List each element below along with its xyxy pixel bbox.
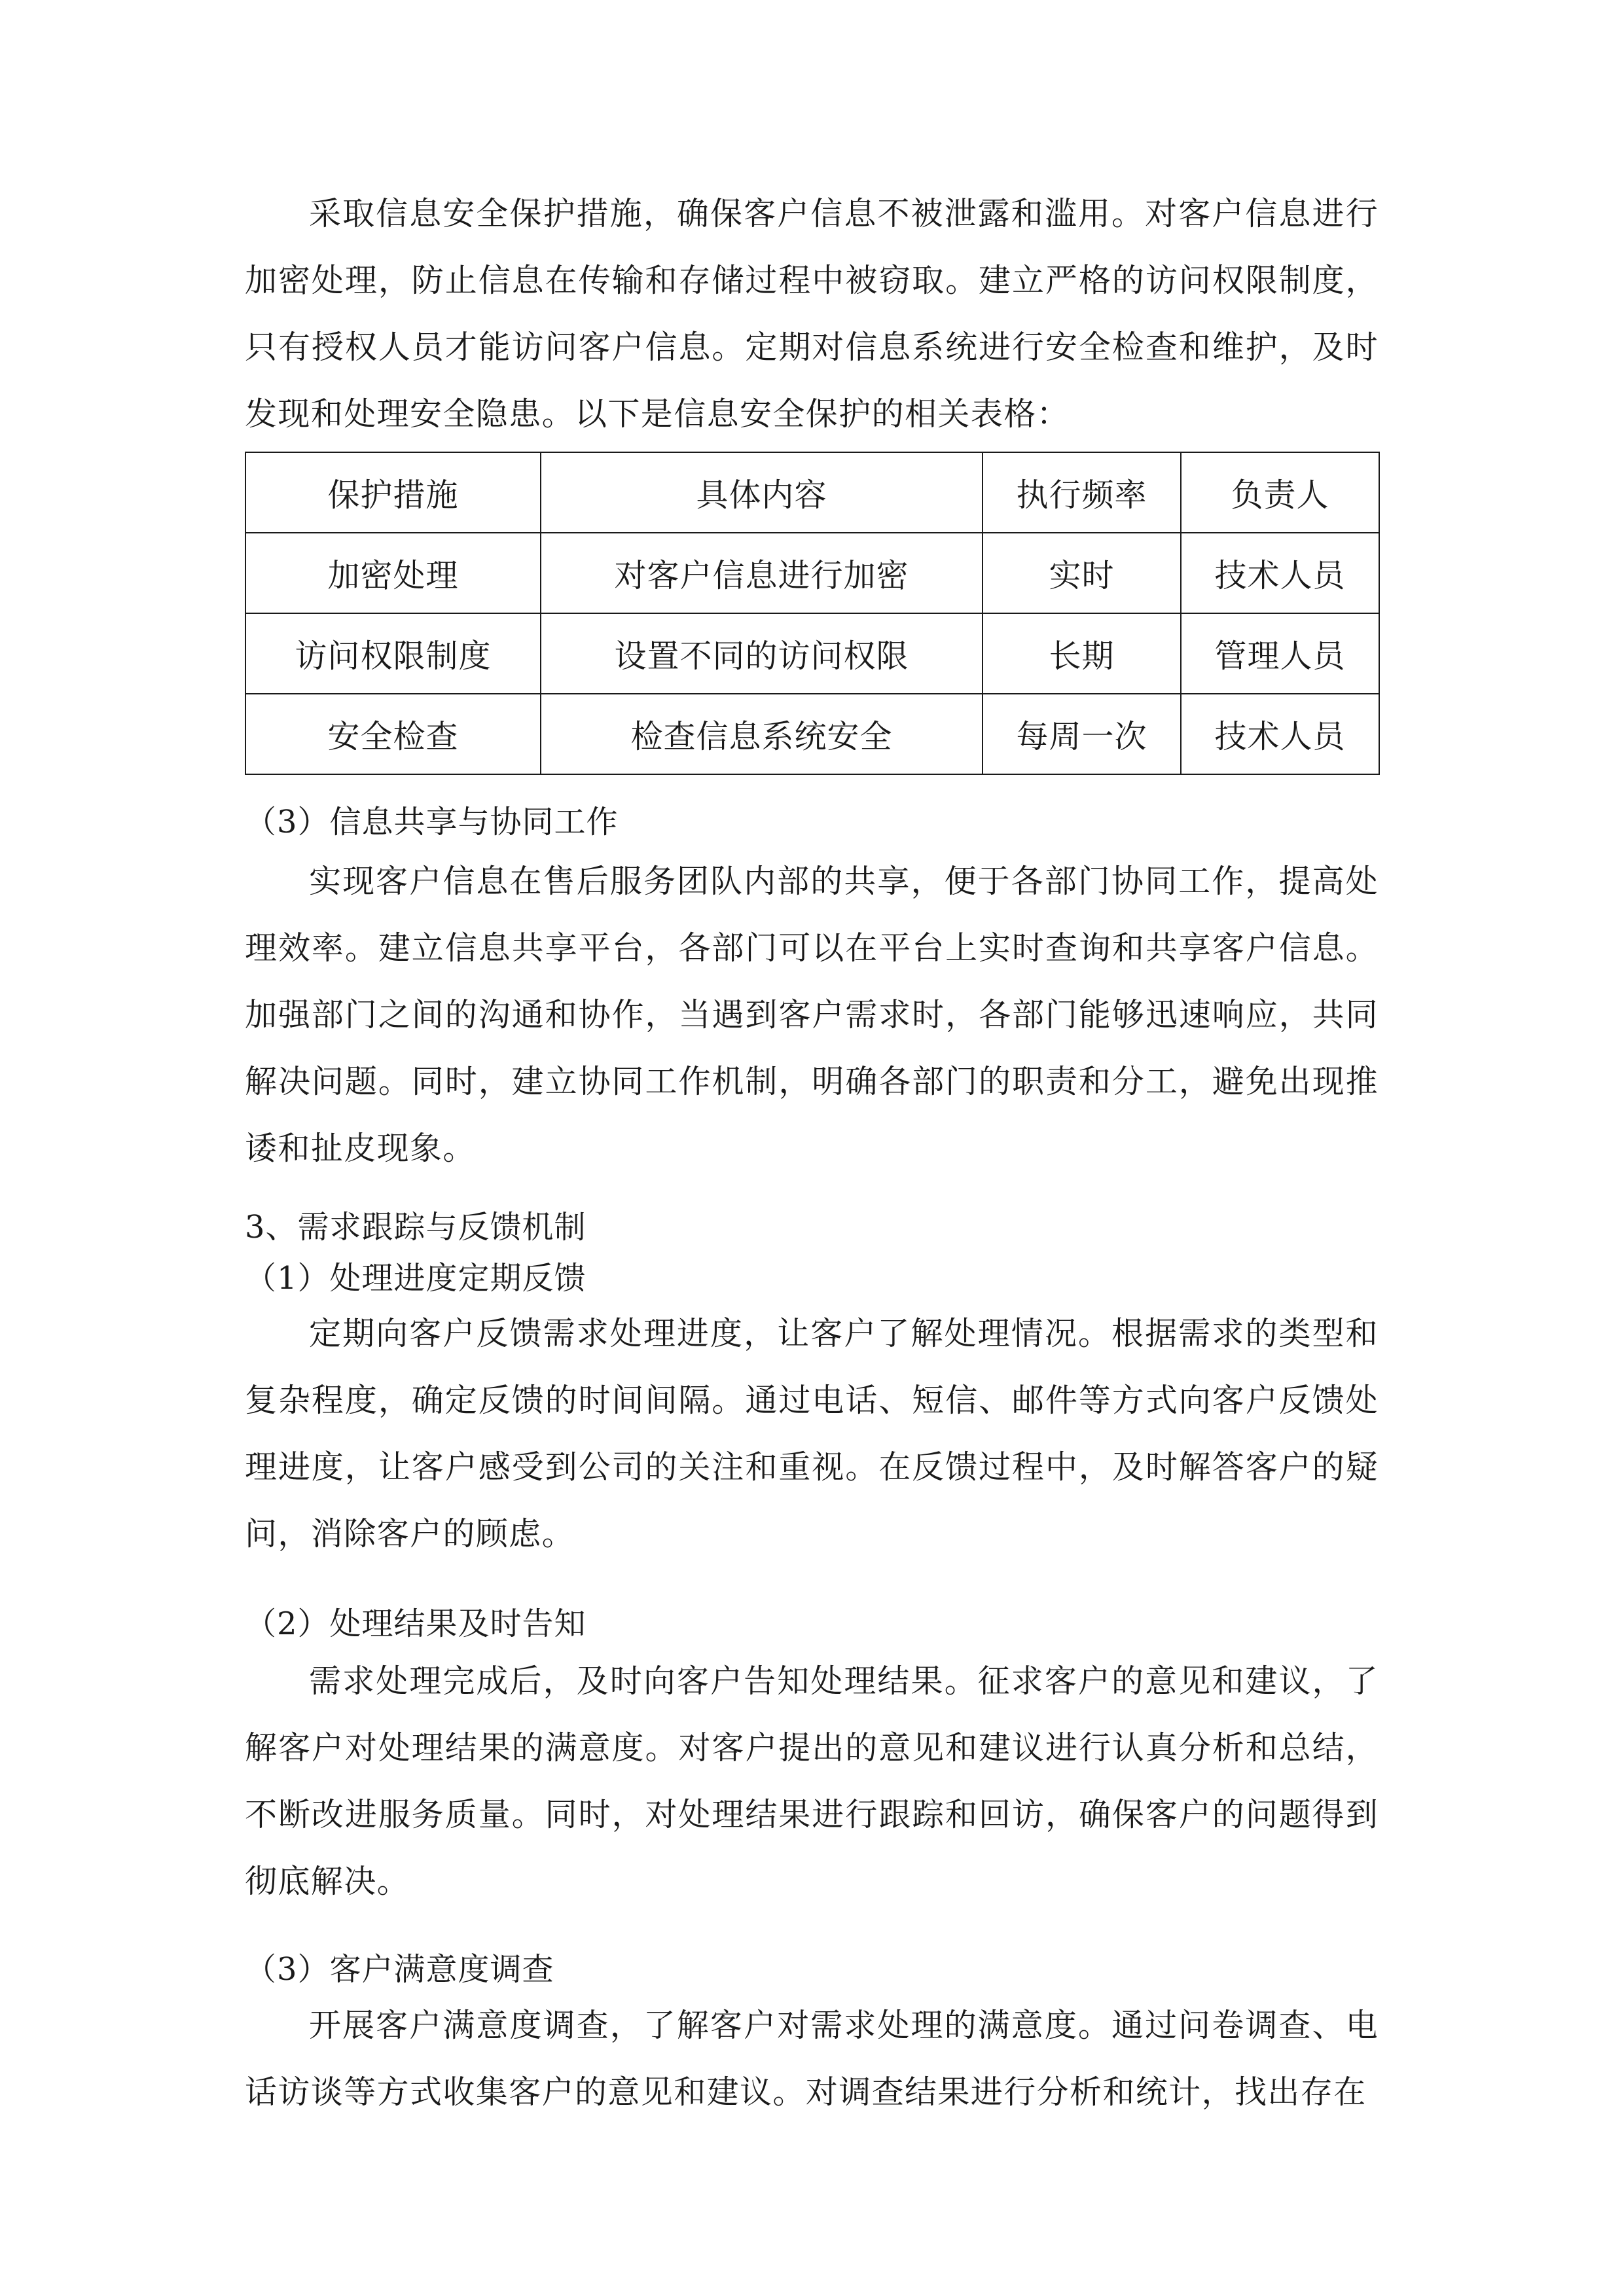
table-header-cell: 负责人 [1181, 452, 1379, 533]
table-row [245, 533, 1379, 613]
subsection-3-heading: （3）客户满意度调查 [245, 1951, 554, 1988]
table-header-row [245, 452, 1379, 533]
table-cell: 检查信息系统安全 [541, 694, 983, 774]
table-row [245, 613, 1379, 694]
chapter-3-heading: 3、需求跟踪与反馈机制 [245, 1209, 586, 1246]
table-cell: 长期 [983, 613, 1181, 694]
security-measures-table [245, 452, 1380, 775]
section-3-heading: （3）信息共享与协同工作 [245, 804, 619, 840]
subsection-2-heading: （2）处理结果及时告知 [245, 1605, 586, 1642]
subsection-2-paragraph: 需求处理完成后，及时向客户告知处理结果。征求客户的意见和建议，了解客户对处理结果的满意度。对客户提出的意见和建议进行认真分析和总结，不断改进服务质量。同时，对处理结果进行跟踪和回访，确保客户的问题得到彻底解决。 [245, 1662, 1379, 1900]
subsection-1-heading: （1）处理进度定期反馈 [245, 1260, 586, 1297]
section-3-paragraph: 实现客户信息在售后服务团队内部的共享，便于各部门协同工作，提高处理效率。建立信息共享平台，各部门可以在平台上实时查询和共享客户信息。加强部门之间的沟通和协作，当遇到客户需求时，各部门能够迅速响应，共同解决问题。同时，建立协同工作机制，明确各部门的职责和分工，避免出现推诿和扯皮现象。 [245, 863, 1379, 1167]
table-header-cell: 执行频率 [983, 452, 1181, 533]
table-header-cell: 保护措施 [245, 452, 541, 533]
table-cell: 每周一次 [983, 694, 1181, 774]
table-cell: 加密处理 [245, 533, 541, 613]
intro-paragraph: 采取信息安全保护措施，确保客户信息不被泄露和滥用。对客户信息进行加密处理，防止信息在传输和存储过程中被窃取。建立严格的访问权限制度，只有授权人员才能访问客户信息。定期对信息系统进行安全检查和维护，及时发现和处理安全隐患。以下是信息安全保护的相关表格： [245, 195, 1379, 433]
table-cell: 技术人员 [1181, 694, 1379, 774]
table-header-cell: 具体内容 [541, 452, 983, 533]
table-cell: 访问权限制度 [245, 613, 541, 694]
subsection-3-paragraph: 开展客户满意度调查，了解客户对需求处理的满意度。通过问卷调查、电话访谈等方式收集客户的意见和建议。对调查结果进行分析和统计，找出存在 [245, 2007, 1379, 2111]
table-row [245, 694, 1379, 774]
table-cell: 安全检查 [245, 694, 541, 774]
table-cell: 技术人员 [1181, 533, 1379, 613]
table-cell: 设置不同的访问权限 [541, 613, 983, 694]
table-cell: 对客户信息进行加密 [541, 533, 983, 613]
table-cell: 实时 [983, 533, 1181, 613]
table-cell: 管理人员 [1181, 613, 1379, 694]
subsection-1-paragraph: 定期向客户反馈需求处理进度，让客户了解处理情况。根据需求的类型和复杂程度，确定反馈的时间间隔。通过电话、短信、邮件等方式向客户反馈处理进度，让客户感受到公司的关注和重视。在反馈过程中，及时解答客户的疑问，消除客户的顾虑。 [245, 1315, 1379, 1552]
